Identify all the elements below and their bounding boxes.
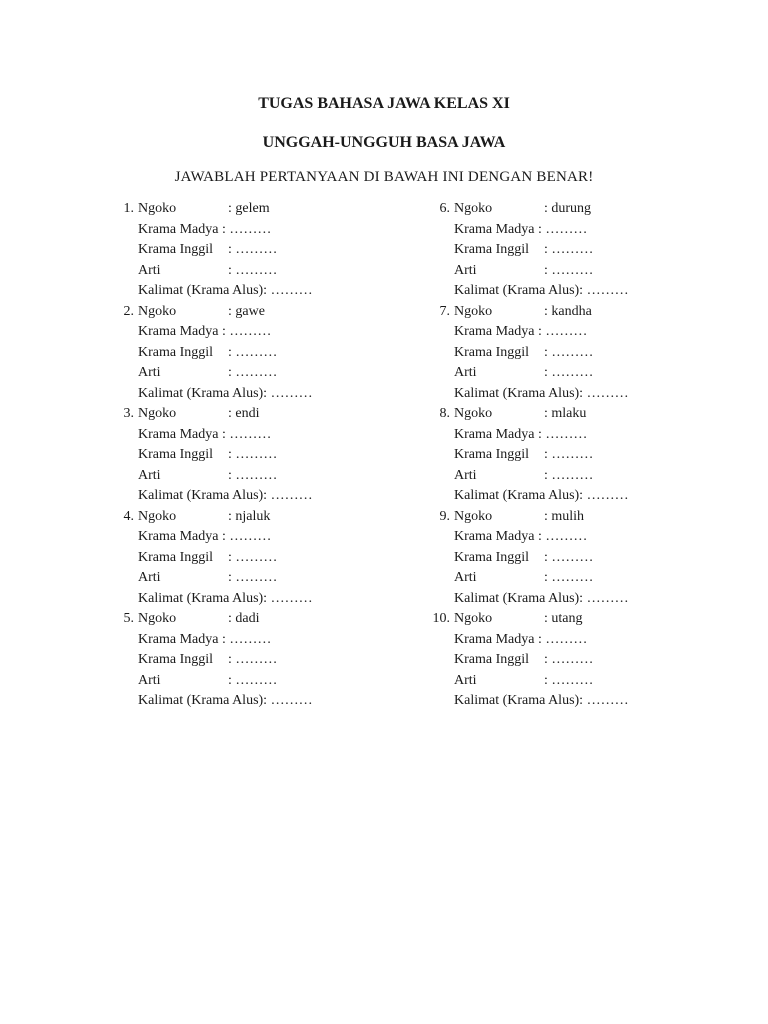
kalimat-row <box>454 691 629 712</box>
instruction-text: JAWABLAH PERTANYAAN DI BAWAH INI DENGAN BENAR! <box>174 169 594 185</box>
krama-inggil-label: Krama Inggil <box>454 447 530 462</box>
krama-madya-label: Krama Madya <box>454 324 535 339</box>
krama-inggil-value: ……… <box>235 447 278 462</box>
kalimat-row <box>454 281 629 302</box>
colon-separator: : <box>544 447 552 462</box>
kalimat-row <box>138 589 313 610</box>
kalimat-label: Kalimat (Krama Alus): <box>138 283 268 298</box>
krama-madya-label: Krama Madya <box>138 426 219 442</box>
krama-inggil-label: Krama Inggil <box>138 242 214 257</box>
colon-separator: : <box>534 221 546 237</box>
ngoko-row <box>454 302 629 323</box>
ngoko-value: mlaku <box>551 406 587 421</box>
colon-separator: : <box>534 324 546 339</box>
krama-inggil-row <box>138 445 313 466</box>
kalimat-row <box>454 486 629 507</box>
kalimat-label: Kalimat (Krama Alus): <box>138 590 268 606</box>
arti-label: Arti <box>454 467 477 483</box>
question-number: 2. <box>123 303 134 319</box>
colon-separator: : <box>544 652 552 667</box>
ngoko-row <box>138 302 313 323</box>
kalimat-row <box>138 691 313 712</box>
page-title: TUGAS BAHASA JAWA KELAS XI <box>258 95 510 112</box>
question-lines <box>138 302 313 405</box>
krama-madya-value: ……… <box>229 221 272 237</box>
krama-inggil-label: Krama Inggil <box>454 549 530 565</box>
krama-inggil-value: ……… <box>551 344 594 360</box>
krama-madya-value: ……… <box>545 324 588 339</box>
colon-separator: : <box>218 221 230 237</box>
kalimat-value: ……… <box>270 693 313 708</box>
colon-separator: : <box>228 652 236 667</box>
question-number: 6. <box>439 201 450 216</box>
krama-inggil-row <box>454 445 629 466</box>
kalimat-value: ……… <box>270 488 313 503</box>
krama-inggil-label: Krama Inggil <box>138 447 214 462</box>
krama-inggil-row <box>454 240 629 261</box>
ngoko-row <box>138 609 313 630</box>
kalimat-label: Kalimat (Krama Alus): <box>138 693 268 708</box>
krama-madya-value: ……… <box>545 529 588 544</box>
ngoko-label: Ngoko <box>138 303 177 319</box>
krama-madya-value: ……… <box>229 529 272 544</box>
arti-label: Arti <box>138 467 161 483</box>
question-lines <box>454 199 629 302</box>
kalimat-row <box>138 486 313 507</box>
krama-inggil-row <box>138 548 313 569</box>
colon-separator: : <box>544 672 552 688</box>
colon-separator: : <box>544 570 552 585</box>
krama-madya-label: Krama Madya <box>454 221 535 237</box>
krama-inggil-label: Krama Inggil <box>454 242 530 257</box>
krama-inggil-row <box>454 548 629 569</box>
question-number: 4. <box>123 508 134 524</box>
kalimat-value: ……… <box>586 385 629 401</box>
colon-separator: : <box>228 549 236 565</box>
krama-madya-value: ……… <box>229 324 272 339</box>
question-lines <box>454 609 629 712</box>
colon-separator: : <box>544 262 552 278</box>
ngoko-label: Ngoko <box>138 611 177 626</box>
arti-row <box>138 261 313 282</box>
arti-label: Arti <box>138 262 161 278</box>
krama-inggil-label: Krama Inggil <box>138 549 214 565</box>
ngoko-label: Ngoko <box>454 303 493 319</box>
ngoko-value: mulih <box>551 508 585 524</box>
krama-inggil-label: Krama Inggil <box>454 344 530 360</box>
colon-separator: : <box>534 529 546 544</box>
ngoko-value: gelem <box>235 201 270 216</box>
arti-row <box>138 363 313 384</box>
krama-inggil-value: ……… <box>551 447 594 462</box>
colon-separator: : <box>544 406 552 421</box>
ngoko-row <box>138 199 313 220</box>
krama-inggil-value: ……… <box>551 549 594 565</box>
colon-separator: : <box>544 365 552 380</box>
arti-value: ……… <box>551 672 594 688</box>
krama-inggil-label: Krama Inggil <box>454 652 530 667</box>
question-number: 8. <box>439 406 450 421</box>
arti-label: Arti <box>454 365 477 380</box>
kalimat-row <box>454 384 629 405</box>
kalimat-label: Kalimat (Krama Alus): <box>454 283 584 298</box>
krama-madya-value: ……… <box>229 631 272 647</box>
krama-madya-row <box>138 220 313 241</box>
ngoko-label: Ngoko <box>454 406 493 421</box>
ngoko-label: Ngoko <box>138 406 177 421</box>
krama-madya-value: ……… <box>229 426 272 442</box>
ngoko-row <box>138 507 313 528</box>
krama-madya-label: Krama Madya <box>138 529 219 544</box>
ngoko-label: Ngoko <box>454 611 493 626</box>
arti-value: ……… <box>551 262 594 278</box>
colon-separator: : <box>228 365 236 380</box>
arti-row <box>138 671 313 692</box>
colon-separator: : <box>228 447 236 462</box>
kalimat-label: Kalimat (Krama Alus): <box>138 488 268 503</box>
krama-inggil-label: Krama Inggil <box>138 344 214 360</box>
arti-value: ……… <box>235 672 278 688</box>
colon-separator: : <box>228 611 236 626</box>
colon-separator: : <box>544 549 552 565</box>
krama-madya-value: ……… <box>545 426 588 442</box>
krama-inggil-value: ……… <box>235 344 278 360</box>
kalimat-label: Kalimat (Krama Alus): <box>454 385 584 401</box>
kalimat-value: ……… <box>586 693 629 708</box>
krama-inggil-value: ……… <box>235 242 278 257</box>
ngoko-value: njaluk <box>235 508 271 524</box>
page-subtitle: UNGGAH-UNGGUH BASA JAWA <box>262 134 506 151</box>
colon-separator: : <box>218 426 230 442</box>
krama-madya-label: Krama Madya <box>138 221 219 237</box>
colon-separator: : <box>228 303 236 319</box>
colon-separator: : <box>544 242 552 257</box>
arti-label: Arti <box>454 570 477 585</box>
ngoko-value: gawe <box>235 303 265 319</box>
colon-separator: : <box>544 344 552 360</box>
colon-separator: : <box>228 672 236 688</box>
kalimat-row <box>454 589 629 610</box>
colon-separator: : <box>228 406 236 421</box>
ngoko-row <box>454 199 629 220</box>
krama-inggil-row <box>138 240 313 261</box>
question-lines <box>138 404 313 507</box>
ngoko-label: Ngoko <box>138 201 177 216</box>
kalimat-value: ……… <box>270 385 313 401</box>
colon-separator: : <box>534 631 546 647</box>
question-lines <box>454 404 629 507</box>
arti-value: ……… <box>551 570 594 585</box>
krama-inggil-value: ……… <box>235 549 278 565</box>
arti-value: ……… <box>235 365 278 380</box>
ngoko-row <box>454 609 629 630</box>
krama-madya-label: Krama Madya <box>454 631 535 647</box>
krama-madya-label: Krama Madya <box>138 631 219 647</box>
question-number: 1. <box>123 201 134 216</box>
colon-separator: : <box>544 467 552 483</box>
arti-value: ……… <box>235 262 278 278</box>
krama-madya-row <box>138 322 313 343</box>
ngoko-label: Ngoko <box>454 201 493 216</box>
arti-row <box>454 261 629 282</box>
kalimat-value: ……… <box>270 590 313 606</box>
question-number: 3. <box>123 406 134 421</box>
kalimat-label: Kalimat (Krama Alus): <box>454 693 584 708</box>
colon-separator: : <box>544 303 552 319</box>
ngoko-label: Ngoko <box>138 508 177 524</box>
colon-separator: : <box>534 426 546 442</box>
kalimat-label: Kalimat (Krama Alus): <box>454 488 584 503</box>
colon-separator: : <box>544 508 552 524</box>
question-lines <box>138 507 313 610</box>
krama-madya-label: Krama Madya <box>454 529 535 544</box>
colon-separator: : <box>544 201 552 216</box>
arti-label: Arti <box>454 672 477 688</box>
arti-value: ……… <box>235 570 278 585</box>
kalimat-value: ……… <box>586 283 629 298</box>
colon-separator: : <box>228 242 236 257</box>
krama-madya-row <box>454 527 629 548</box>
krama-madya-row <box>454 425 629 446</box>
arti-value: ……… <box>551 365 594 380</box>
colon-separator: : <box>544 611 552 626</box>
colon-separator: : <box>228 570 236 585</box>
krama-inggil-value: ……… <box>235 652 278 667</box>
arti-value: ……… <box>551 467 594 483</box>
krama-inggil-value: ……… <box>551 242 594 257</box>
question-number: 10. <box>432 611 450 626</box>
colon-separator: : <box>218 324 230 339</box>
arti-row <box>454 568 629 589</box>
arti-value: ……… <box>235 467 278 483</box>
krama-inggil-row <box>454 343 629 364</box>
ngoko-value: endi <box>235 406 260 421</box>
krama-madya-value: ……… <box>545 221 588 237</box>
question-lines <box>138 609 313 712</box>
ngoko-value: durung <box>551 201 592 216</box>
ngoko-value: kandha <box>551 303 592 319</box>
ngoko-value: dadi <box>235 611 260 626</box>
question-lines <box>454 507 629 610</box>
colon-separator: : <box>218 631 230 647</box>
arti-label: Arti <box>138 570 161 585</box>
arti-row <box>138 466 313 487</box>
krama-madya-value: ……… <box>545 631 588 647</box>
krama-inggil-label: Krama Inggil <box>138 652 214 667</box>
kalimat-label: Kalimat (Krama Alus): <box>138 385 268 401</box>
kalimat-value: ……… <box>586 590 629 606</box>
arti-label: Arti <box>454 262 477 278</box>
krama-madya-row <box>454 220 629 241</box>
kalimat-label: Kalimat (Krama Alus): <box>454 590 584 606</box>
arti-label: Arti <box>138 365 161 380</box>
krama-madya-row <box>454 630 629 651</box>
ngoko-row <box>138 404 313 425</box>
ngoko-row <box>454 404 629 425</box>
question-number: 9. <box>439 508 450 524</box>
krama-madya-label: Krama Madya <box>454 426 535 442</box>
krama-inggil-row <box>138 343 313 364</box>
question-lines <box>138 199 313 302</box>
kalimat-value: ……… <box>586 488 629 503</box>
colon-separator: : <box>228 262 236 278</box>
krama-inggil-row <box>138 650 313 671</box>
krama-madya-row <box>138 630 313 651</box>
kalimat-row <box>138 384 313 405</box>
arti-row <box>454 466 629 487</box>
krama-inggil-row <box>454 650 629 671</box>
kalimat-value: ……… <box>270 283 313 298</box>
arti-row <box>454 671 629 692</box>
question-number: 5. <box>123 611 134 626</box>
arti-label: Arti <box>138 672 161 688</box>
question-number: 7. <box>439 303 450 319</box>
ngoko-label: Ngoko <box>454 508 493 524</box>
ngoko-row <box>454 507 629 528</box>
colon-separator: : <box>228 201 236 216</box>
arti-row <box>454 363 629 384</box>
krama-madya-row <box>138 527 313 548</box>
question-lines <box>454 302 629 405</box>
krama-inggil-value: ……… <box>551 652 594 667</box>
colon-separator: : <box>218 529 230 544</box>
arti-row <box>138 568 313 589</box>
krama-madya-row <box>454 322 629 343</box>
kalimat-row <box>138 281 313 302</box>
colon-separator: : <box>228 508 236 524</box>
krama-madya-row <box>138 425 313 446</box>
ngoko-value: utang <box>551 611 583 626</box>
colon-separator: : <box>228 344 236 360</box>
colon-separator: : <box>228 467 236 483</box>
krama-madya-label: Krama Madya <box>138 324 219 339</box>
